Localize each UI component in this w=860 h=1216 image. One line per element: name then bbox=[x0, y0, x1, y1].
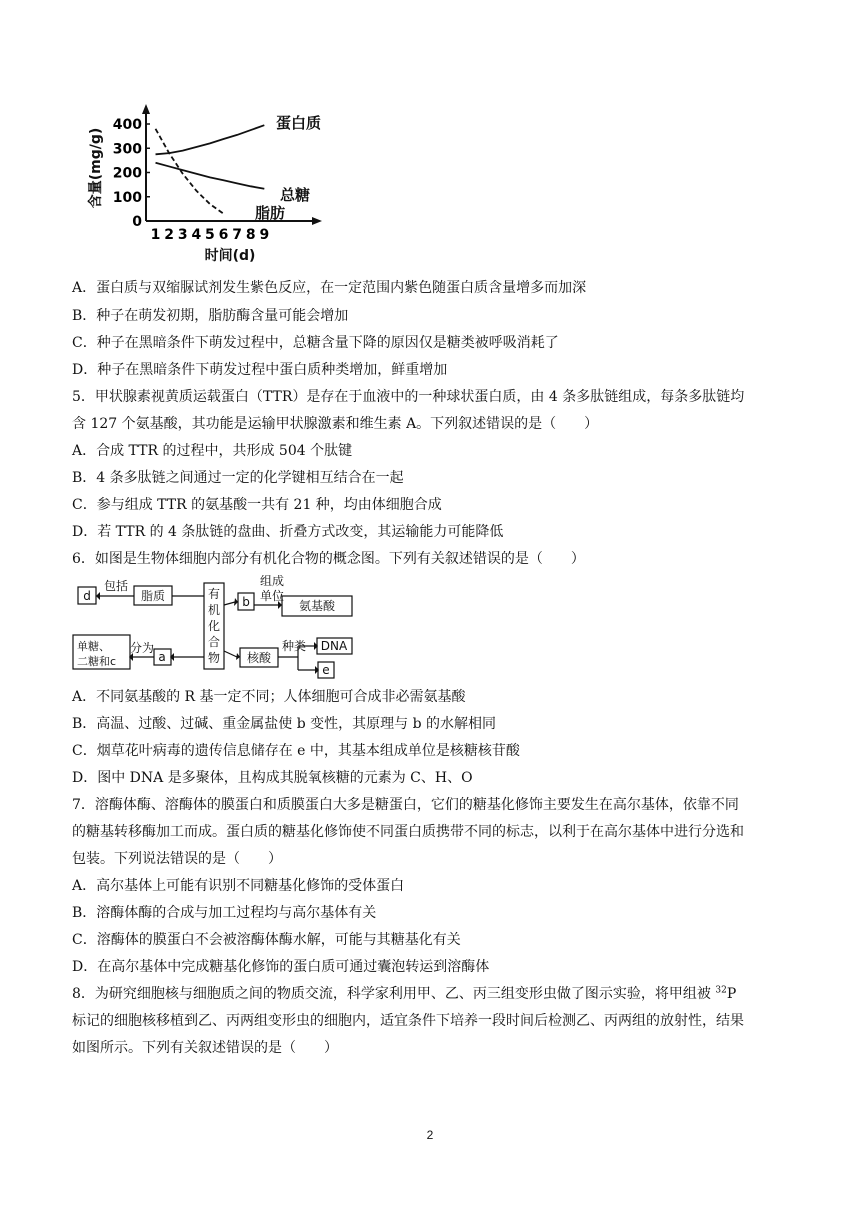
q7-stem-line1: 7．溶酶体酶、溶酶体的膜蛋白和质膜蛋白大多是糖蛋白，它们的糖基化修饰主要发生在高尔基体，依靠不同 bbox=[72, 797, 739, 813]
q8-stem-line3: 如图所示。下列有关叙述错误的是（ ） bbox=[72, 1040, 338, 1056]
q5-stem-line2: 含 127 个氨基酸，其功能是运输甲状腺激素和维生素 A。下列叙述错误的是（ ） bbox=[72, 416, 599, 432]
q6-stem: 6．如图是生物体细胞内部分有机化合物的概念图。下列有关叙述错误的是（ ） bbox=[72, 551, 585, 567]
series-line-1 bbox=[156, 163, 265, 189]
q7-option-c: C．溶酶体的膜蛋白不会被溶酶体酶水解，可能与其糖基化有关 bbox=[72, 932, 461, 948]
content-change-chart bbox=[80, 100, 352, 268]
q5-option-d: D．若 TTR 的 4 条肽链的盘曲、折叠方式改变，其运输能力可能降低 bbox=[72, 524, 504, 540]
x-tick-label: 6 bbox=[218, 227, 229, 243]
q7-option-b: B．溶酶体酶的合成与加工过程均与高尔基体有关 bbox=[72, 905, 377, 921]
series-label-protein: 蛋白质 bbox=[276, 114, 322, 132]
diagram-compose-2: 单位 bbox=[260, 589, 285, 603]
page-number: 2 bbox=[426, 1128, 434, 1142]
q8-stem-text: 8．为研究细胞核与细胞质之间的物质交流，科学家利用甲、乙、丙三组变形虫做了图示实验，将甲组被 bbox=[72, 986, 716, 1002]
q4-option-d: D．种子在黑暗条件下萌发过程中蛋白质种类增加，鲜重增加 bbox=[72, 362, 448, 378]
diagram-d: d bbox=[83, 589, 91, 603]
q4-option-a: A．蛋白质与双缩脲试剂发生紫色反应，在一定范围内紫色随蛋白质含量增多而加深 bbox=[72, 280, 587, 296]
diagram-center-char: 物 bbox=[207, 651, 221, 665]
diagram-divide: 分为 bbox=[130, 641, 155, 655]
diagram-kinds: 种类 bbox=[282, 639, 307, 653]
diagram-mono-1: 单糖、 bbox=[77, 640, 110, 653]
q8-stem-line1 bbox=[72, 984, 736, 1004]
x-tick-label: 7 bbox=[232, 227, 242, 243]
q4-option-c: C．种子在黑暗条件下萌发过程中，总糖含量下降的原因仅是糖类被呼吸消耗了 bbox=[72, 335, 559, 351]
q8-stem-line2: 标记的细胞核移植到乙、丙两组变形虫的细胞内，适宜条件下培养一段时间后检测乙、丙两组的放射性，结果 bbox=[72, 1013, 744, 1029]
x-tick-label: 3 bbox=[177, 227, 188, 243]
x-tick-label: 5 bbox=[205, 227, 215, 243]
diagram-dna: DNA bbox=[320, 639, 348, 653]
diagram-amino-acid: 氨基酸 bbox=[298, 599, 336, 613]
q5-stem-line1: 5．甲状腺素视黄质运载蛋白（TTR）是存在于血液中的一种球状蛋白质，由 4 条多肽链组成，每条多肽链均 bbox=[72, 389, 745, 405]
diagram-b: b bbox=[242, 595, 250, 609]
x-tick-label: 4 bbox=[191, 227, 202, 243]
q8-isotope-symbol: P bbox=[726, 986, 737, 1002]
y-tick-label: 300 bbox=[112, 141, 142, 158]
diagram-fat: 脂质 bbox=[140, 589, 166, 603]
x-tick-label: 8 bbox=[245, 227, 256, 243]
q5-option-b: B．4 条多肽链之间通过一定的化学键相互结合在一起 bbox=[72, 470, 404, 486]
q7-stem-line3: 包装。下列说法错误的是（ ） bbox=[72, 851, 282, 867]
series-label-fat: 脂肪 bbox=[255, 204, 286, 222]
x-axis-label: 时间(d) bbox=[204, 248, 256, 264]
q6-option-b: B．高温、过酸、过碱、重金属盐使 b 变性，其原理与 b 的水解相同 bbox=[72, 716, 497, 732]
x-tick-label: 9 bbox=[259, 227, 270, 243]
diagram-center-char: 机 bbox=[207, 603, 221, 617]
x-tick-label: 1 bbox=[150, 227, 161, 243]
y-tick-label: 200 bbox=[112, 165, 142, 182]
y-tick-label: 0 bbox=[132, 214, 142, 230]
diagram-mono-2: 二糖和c bbox=[77, 655, 117, 668]
q6-option-d: D．图中 DNA 是多聚体，且构成其脱氧核糖的元素为 C、H、O bbox=[72, 770, 473, 786]
diagram-center-char: 合 bbox=[207, 635, 221, 649]
q8-isotope-mass: 32 bbox=[715, 985, 727, 996]
x-tick-label: 2 bbox=[164, 227, 174, 243]
y-tick-label: 400 bbox=[112, 117, 142, 133]
diagram-compose-1: 组成 bbox=[260, 575, 285, 588]
diagram-nucleic-acid: 核酸 bbox=[246, 651, 272, 665]
q7-stem-line2: 的糖基转移酶加工而成。蛋白质的糖基化修饰使不同蛋白质携带不同的标志，以利于在高尔基体中进行分选和 bbox=[72, 824, 744, 840]
series-label-sugar: 总糖 bbox=[280, 186, 311, 204]
diagram-center-label bbox=[208, 587, 220, 665]
q7-option-a: A．高尔基体上可能有识别不同糖基化修饰的受体蛋白 bbox=[72, 878, 405, 894]
diagram-include: 包括 bbox=[104, 579, 129, 593]
series-line-0 bbox=[156, 125, 265, 154]
q5-option-c: C．参与组成 TTR 的氨基酸一共有 21 种，均由体细胞合成 bbox=[72, 497, 442, 513]
diagram-center-char: 有 bbox=[207, 587, 221, 601]
q5-option-a: A．合成 TTR 的过程中，共形成 504 个肽键 bbox=[72, 443, 353, 459]
q4-option-b: B．种子在萌发初期，脂肪酶含量可能会增加 bbox=[72, 308, 349, 324]
q6-option-a: A．不同氨基酸的 R 基一定不同；人体细胞可合成非必需氨基酸 bbox=[72, 689, 466, 705]
organic-compound-concept-diagram bbox=[70, 575, 360, 680]
diagram-center-char: 化 bbox=[207, 619, 221, 633]
q7-option-d: D．在高尔基体中完成糖基化修饰的蛋白质可通过囊泡转运到溶酶体 bbox=[72, 959, 490, 975]
y-tick-label: 100 bbox=[112, 189, 142, 206]
diagram-a: a bbox=[158, 650, 166, 664]
y-axis-label: 含量(mg/g) bbox=[88, 127, 104, 209]
diagram-e: e bbox=[322, 663, 330, 677]
q6-option-c: C．烟草花叶病毒的遗传信息储存在 e 中，其基本组成单位是核糖核苷酸 bbox=[72, 743, 520, 759]
